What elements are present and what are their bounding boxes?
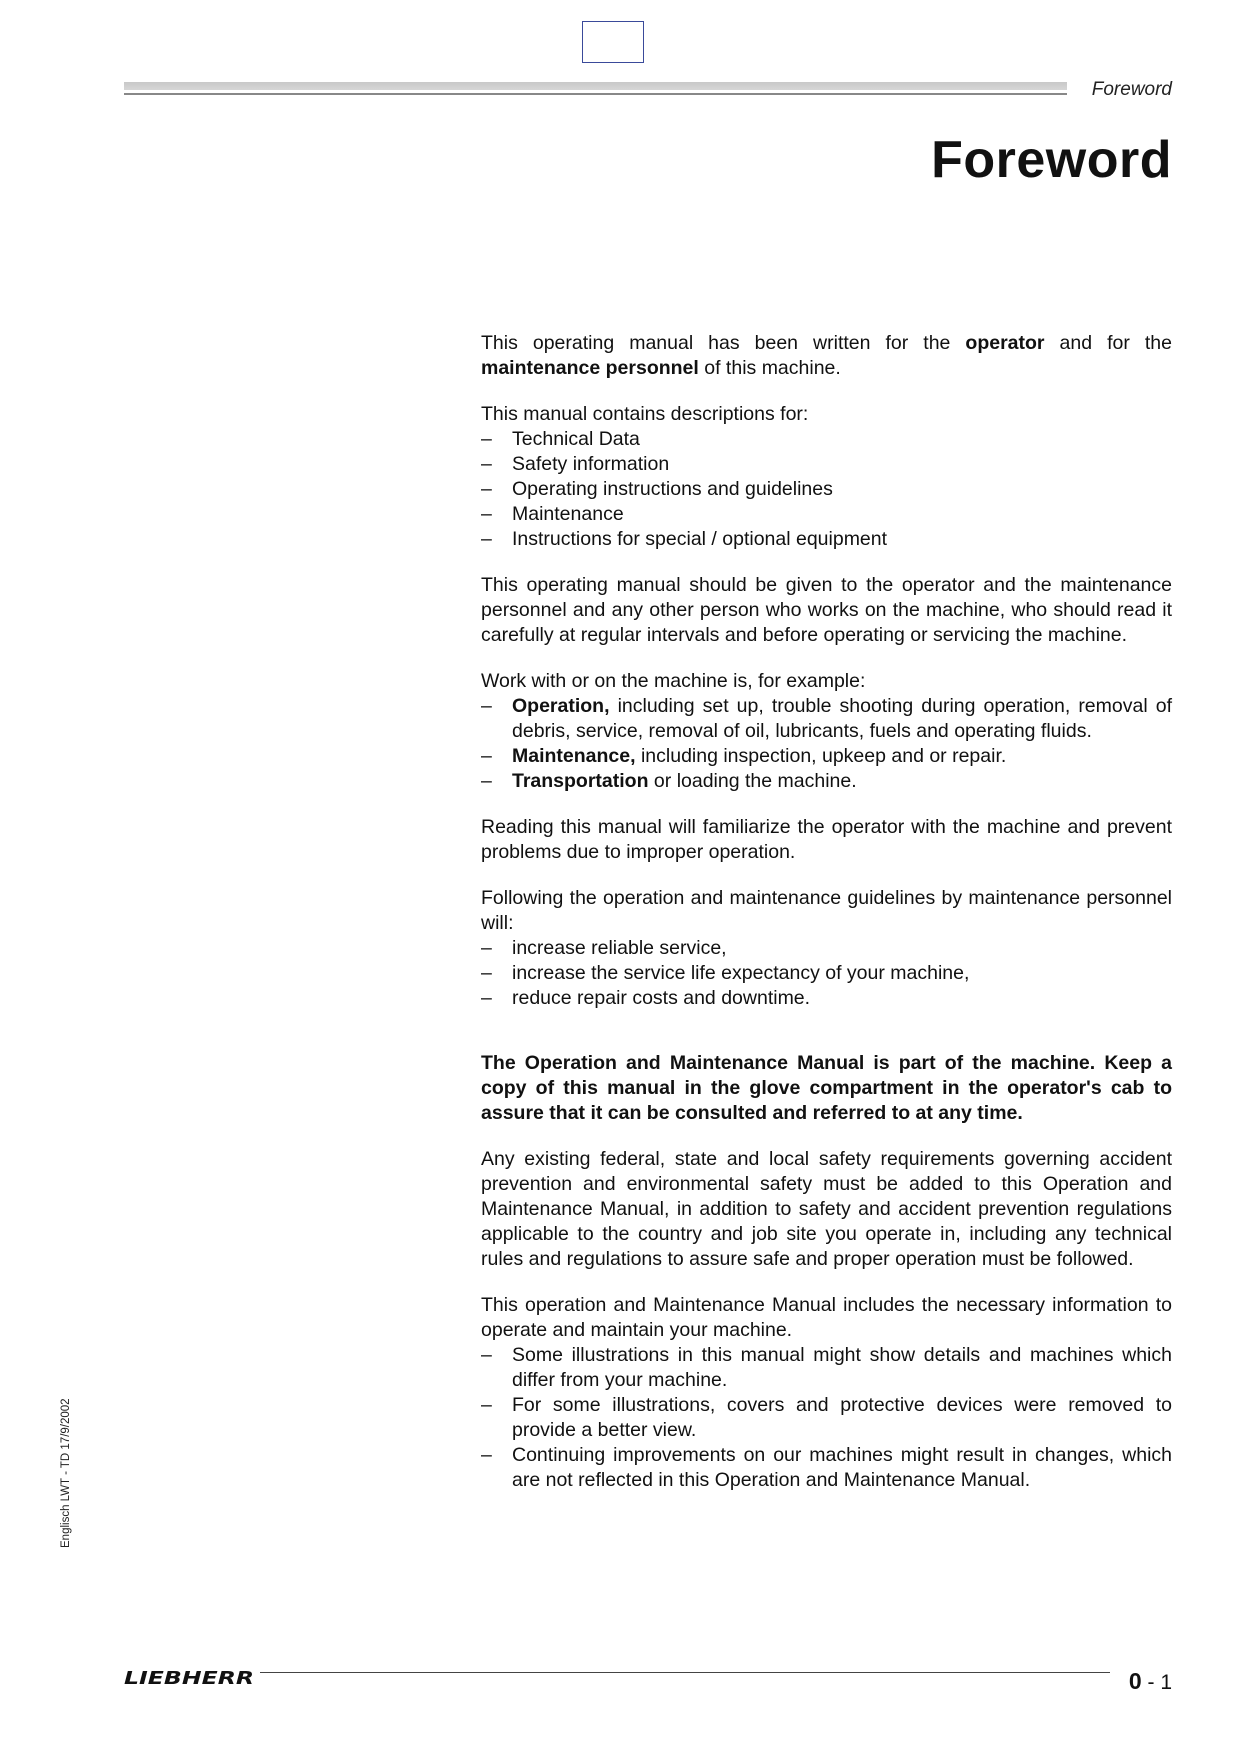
list-item: – Continuing improvements on our machines might result in changes, which are not reflected in this Operation and Maintenance Manual. <box>481 1444 1172 1491</box>
list-item: – Maintenance, including inspection, upkeep and or repair. <box>481 745 1007 767</box>
list-item: – Instructions for special / optional equipment <box>481 528 888 550</box>
header-rule <box>124 93 1067 95</box>
list-item: – reduce repair costs and downtime. <box>481 987 811 1009</box>
guidelines-list <box>481 936 1172 1011</box>
list-item: – Operating instructions and guidelines <box>481 478 833 500</box>
descriptions-intro: This manual contains descriptions for: <box>481 403 809 425</box>
important-note: The Operation and Maintenance Manual is part of the machine. Keep a copy of this manual in the glove compartment in the operator's cab to assure that it can be consulted and referred to at any time. <box>481 1052 1172 1124</box>
list-item: – Safety information <box>481 453 670 475</box>
running-head: Foreword <box>1091 79 1172 100</box>
paragraph-intro: This operating manual has been written for the operator and for the maintenance personnel of this machine. <box>481 332 1172 379</box>
header-frame-box <box>582 21 644 63</box>
descriptions-list <box>481 427 1172 552</box>
includes-intro: This operation and Maintenance Manual includes the necessary information to operate and maintain your machine. <box>481 1294 1172 1341</box>
paragraph-distribution: This operating manual should be given to the operator and the maintenance personnel and any other person who works on the machine, who should read it carefully at regular intervals and before operating or servicing the machine. <box>481 574 1172 646</box>
foreword-body <box>481 331 1172 1514</box>
page-title: Foreword <box>931 131 1172 189</box>
paragraph-safety-requirements: Any existing federal, state and local safety requirements governing accident prevention and environmental safety must be added to this Operation and Maintenance Manual, in addition to safety and accident prevention regulations applicable to the country and job site you operate in, including any technical rules and regulations to assure safe and proper operation must be followed. <box>481 1148 1172 1270</box>
svg-text:LIEBHERR: LIEBHERR <box>124 1668 254 1686</box>
header-bar <box>124 82 1067 90</box>
list-item: – Operation, including set up, trouble shooting during operation, removal of debris, service, removal of oil, lubricants, fuels and operating fluids. <box>481 695 1172 742</box>
list-item: – For some illustrations, covers and protective devices were removed to provide a better view. <box>481 1394 1172 1441</box>
includes-list <box>481 1343 1172 1493</box>
list-item: – Technical Data <box>481 428 640 450</box>
list-item: – Maintenance <box>481 503 624 525</box>
list-item: – increase the service life expectancy of your machine, <box>481 962 970 984</box>
liebherr-logo <box>124 1668 256 1686</box>
work-intro: Work with or on the machine is, for example: <box>481 670 866 692</box>
list-item: – increase reliable service, <box>481 937 727 959</box>
guidelines-intro: Following the operation and maintenance guidelines by maintenance personnel will: <box>481 887 1172 934</box>
footer-rule <box>260 1672 1110 1673</box>
work-list <box>481 694 1172 794</box>
paragraph-familiarize: Reading this manual will familiarize the operator with the machine and prevent problems due to improper operation. <box>481 816 1172 863</box>
list-item: – Some illustrations in this manual might show details and machines which differ from your machine. <box>481 1344 1172 1391</box>
page-number: 0 - 1 <box>1128 1668 1172 1694</box>
document-revision-note: Englisch LWT - TD 17/9/2002 <box>60 1398 72 1548</box>
list-item: – Transportation or loading the machine. <box>481 770 857 792</box>
